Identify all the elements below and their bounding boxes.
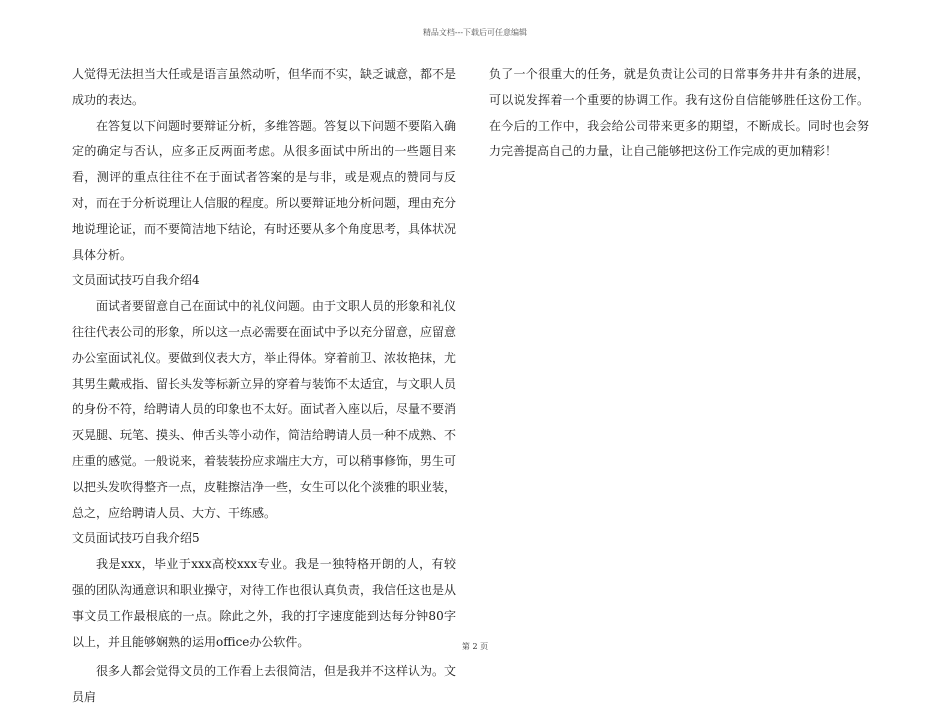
- paragraph: 负了一个很重大的任务，就是负责让公司的日常事务井井有条的进展，可以说发挥着一个重要的协调工作。我有这份自信能够胜任这份工作。在今后的工作中，我会给公司带来更多的期望，不断成长。同时也会努力完善提高自己的力量，让自己能够把这份工作完成的更加精彩！: [489, 67, 869, 159]
- page-header: 精品文档---下载后可任意编辑: [422, 28, 528, 37]
- section-heading: 文员面试技巧自我介绍4: [72, 273, 200, 288]
- paragraph: 我是xxx，毕业于xxx高校xxx专业。我是一独特格开朗的人，有较强的团队沟通意识和职业操守，对待工作也很认真负责，我信任这也是从事文员工作最根底的一点。除此之外，我的打字速度能到达每分钟80字以上，并且能够娴熟的运用office办公软件。: [72, 557, 457, 649]
- paragraph: 人觉得无法担当大任或是语言虽然动听，但华而不实，缺乏诚意，都不是成功的表达。: [72, 67, 457, 107]
- page-number: 第 2 页: [461, 642, 489, 651]
- right-column: [489, 62, 869, 165]
- paragraph: 面试者要留意自己在面试中的礼仪问题。由于文职人员的形象和礼仪往往代表公司的形象，所以这一点必需要在面试中予以充分留意，应留意办公室面试礼仪。要做到仪表大方，举止得体。穿着前卫、浓妆艳抹，尤其男生戴戒指、留长头发等标新立异的穿着与装饰不太适宜，与文职人员的身份不符，给聘请人员的印象也不太好。面试者入座以后，尽量不要消灭晃腿、玩笔、摸头、伸舌头等小动作，简洁给聘请人员一种不成熟、不庄重的感觉。一般说来，着装装扮应求端庄大方，可以稍事修饰，男生可以把头发吹得整齐一点，皮鞋擦洁净一些，女生可以化个淡雅的职业装，总之，应给聘请人员、大方、干练感。: [72, 299, 457, 520]
- paragraph: 在答复以下问题时要辩证分析，多维答题。答复以下问题不要陷入确定的确定与否认，应多正反两面考虑。从很多面试中所出的一些题目来看，测评的重点往往不在于面试者答案的是与非，或是观点的赞同与反对，而在于分析说理让人信服的程度。所以要辩证地分析问题，理由充分地说理论证，而不要简洁地下结论，有时还要从多个角度思考，具体状况具体分析。: [72, 118, 457, 262]
- section-heading: 文员面试技巧自我介绍5: [72, 531, 200, 546]
- left-column: [72, 62, 456, 711]
- paragraph: 很多人都会觉得文员的工作看上去很简洁，但是我并不这样认为。文员肩: [72, 664, 457, 705]
